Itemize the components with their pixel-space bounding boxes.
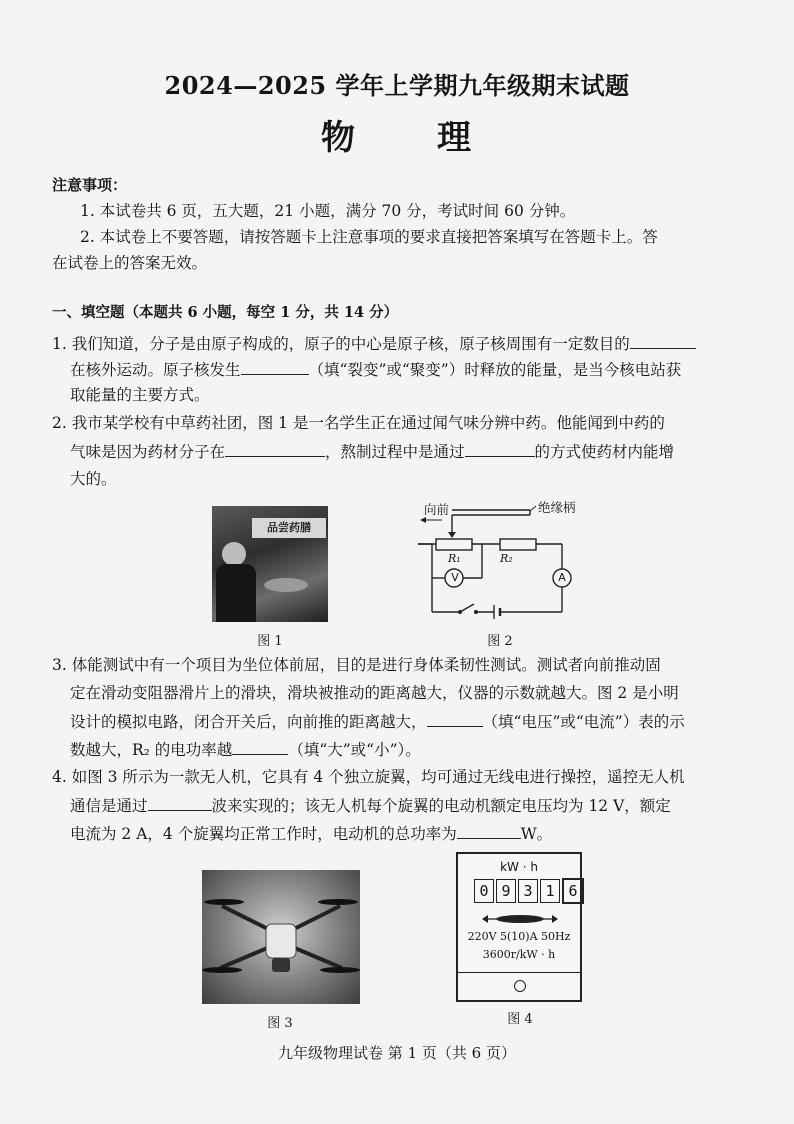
notes-item-2: 2. 本试卷上不要答题，请按答题卡上注意事项的要求直接把答案填写在答题卡上。答 [80,228,658,246]
question-4-line-1: 4. 如图 3 所示为一款无人机，它具有 4 个独立旋翼，均可通过无线电进行操控，遥控无人机 [52,768,685,786]
meter-digit-3: 3 [518,879,538,903]
figure-3-caption: 图 3 [267,1016,293,1031]
q3-blank-2[interactable] [232,736,288,755]
q2-text-b2: ，熬制过程中是通过 [325,443,465,461]
meter-unit: kW · h [500,860,538,874]
page-footer: 九年级物理试卷 第 1 页（共 6 页） [278,1044,516,1062]
q1-text-a: 1. 我们知道，分子是由原子构成的，原子的中心是原子核，原子核周围有一定数目的 [52,335,630,353]
figure-4-energy-meter [456,852,582,1002]
meter-digit-5: 6 [562,878,584,904]
meter-digit-1: 0 [474,879,494,903]
q1-blank-2[interactable] [241,356,309,375]
q3-text-d2: （填“大”或“小”）。 [288,741,421,759]
figure-1-photo [212,506,328,622]
meter-digit-4: 1 [540,879,560,903]
subject-char-1: 物 [321,118,357,158]
notes-heading: 注意事项： [52,176,128,194]
resistor-r2 [500,539,536,550]
q1-text-b1: 在核外运动。原子核发生 [70,361,241,379]
meter-disc-icon [480,912,560,926]
question-3-line-1: 3. 体能测试中有一个项目为坐位体前屈，目的是进行身体柔韧性测试。测试者向前推动固 [52,656,661,674]
question-2-line-1: 2. 我市某学校有中草药社团，图 1 是一名学生正在通过闻气味分辨中药。他能闻到中药的 [52,414,665,432]
meter-divider [458,972,580,973]
figure-2-r2-label: R₂ [500,552,513,565]
q4-text-c1: 电流为 2 A，4 个旋翼均正常工作时，电动机的总功率为 [70,825,457,843]
switch [460,604,474,612]
q4-blank-1[interactable] [148,792,212,811]
q1-text-b2: （填“裂变”或“聚变”）时释放的能量，是当今核电站获 [308,361,682,379]
q2-blank-1[interactable] [225,438,325,457]
figure-2-forward-label: 向前 [424,502,450,517]
drone-icon [202,870,360,1004]
question-4-line-2 [70,792,770,819]
meter-digit-2: 9 [496,879,516,903]
question-3-line-4 [70,736,770,763]
figure-2-r1-label: R₁ [448,552,461,565]
question-4-line-3 [70,820,770,847]
q3-text-c2: （填“电压”或“电流”）表的示 [482,713,685,731]
q3-blank-1[interactable] [427,708,483,727]
figure-2-handle-label: 绝缘柄 [538,500,576,515]
question-1-line-3: 取能量的主要方式。 [70,386,210,404]
figure-1-person-body [216,564,256,622]
slider-arrow [448,532,456,538]
q3-text-c1: 设计的模拟电路，闭合开关后，向前推的距离越大， [70,713,427,731]
question-1-line-2 [70,356,770,383]
q4-text-c2: W。 [520,825,553,843]
question-3-line-3 [70,708,770,735]
subject-char-2: 理 [437,118,473,158]
resistor-r1 [436,539,472,550]
figure-2-v-label: V [451,571,459,584]
q4-blank-2[interactable] [457,820,521,839]
figure-1-caption: 图 1 [257,634,283,649]
q4-text-b2: 波来实现的；该无人机每个旋翼的电动机额定电压均为 12 V，额定 [211,797,671,815]
figure-1-person-head [222,542,246,566]
q2-text-b1: 气味是因为药材分子在 [70,443,226,461]
meter-spec-2: 3600r/kW · h [482,948,556,961]
figure-3-drone-photo [202,870,360,1004]
q4-text-b1: 通信是通过 [70,797,148,815]
figure-1-sign: 品尝药膳 [252,518,326,538]
q2-text-b3: 的方式使药材内能增 [534,443,675,461]
figure-1-bowl [264,578,308,592]
meter-spec-1: 220V 5(10)A 50Hz [467,930,571,943]
figure-2-a-label: A [558,571,566,584]
question-2-line-2 [70,438,770,465]
q1-blank-1[interactable] [630,330,696,349]
question-3-line-2: 定在滑动变阻器滑片上的滑块，滑块被推动的距离越大，仪器的示数就越大。图 2 是小明 [70,684,679,702]
question-2-line-3: 大的。 [70,470,117,488]
figure-4-caption: 图 4 [507,1012,533,1027]
q2-blank-2[interactable] [465,438,535,457]
q3-text-d1: 数越大，R₂ 的电功率越 [70,741,233,759]
exam-title: 2024—2025 学年上学期九年级期末试题 [164,71,630,100]
subject-title [0,110,794,159]
meter-digits [474,878,578,904]
notes-item-2-cont: 在试卷上的答案无效。 [52,254,208,272]
section-heading: 一、填空题（本题共 6 小题，每空 1 分，共 14 分） [52,304,399,321]
figure-2-caption: 图 2 [487,634,513,649]
notes-item-1: 1. 本试卷共 6 页，五大题，21 小题，满分 70 分，考试时间 60 分钟。 [80,202,576,220]
meter-screw-icon [514,980,526,992]
question-1-line-1 [52,330,752,357]
